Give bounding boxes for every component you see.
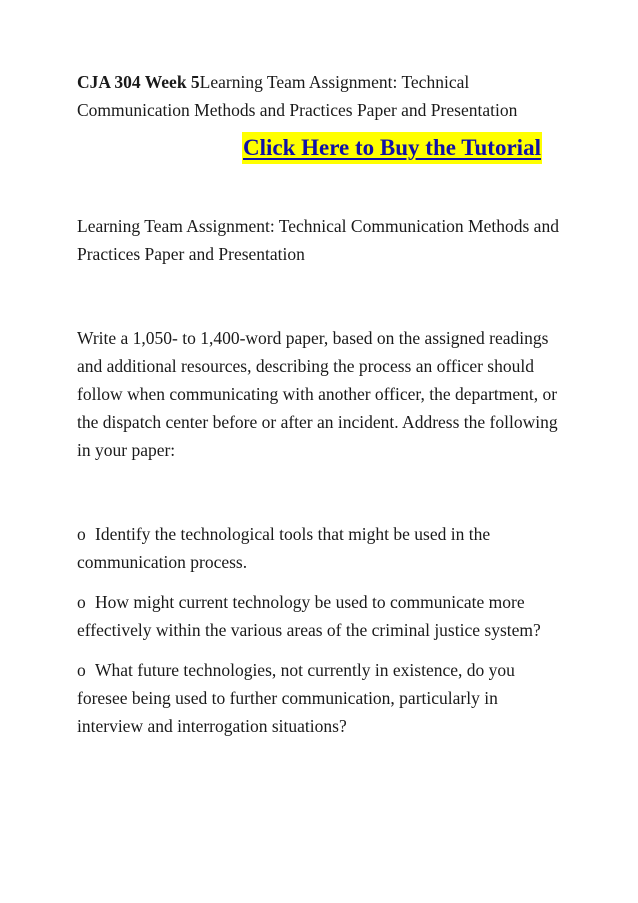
list-item-text: How might current technology be used to communicate more effectively within the various areas of the criminal justice system?: [77, 592, 541, 640]
title-assignment-name: Learning Team Assignment: Technical Communication Methods and Practices Paper and Presentation: [77, 72, 518, 120]
instructions-paragraph: Write a 1,050- to 1,400-word paper, based on the assigned readings and additional resources, describing the process an officer should follow when communicating with another officer, the department, or the dispatch center before or after an incident. Address the following in your paper:: [77, 328, 558, 460]
list-item-text: What future technologies, not currently in existence, do you foresee being used to further communication, particularly in interview and interrogation situations?: [77, 660, 515, 736]
list-item: [77, 656, 567, 740]
list-item: [77, 588, 567, 644]
bullet-marker: o: [77, 592, 86, 612]
section-heading: Learning Team Assignment: Technical Communication Methods and Practices Paper and Presentation: [77, 216, 559, 264]
bullet-marker: o: [77, 524, 86, 544]
buy-tutorial-link[interactable]: Click Here to Buy the Tutorial: [242, 132, 542, 164]
list-item-text: Identify the technological tools that might be used in the communication process.: [77, 524, 491, 572]
document-title: [77, 68, 567, 124]
buy-link-container: [77, 132, 541, 169]
list-item: [77, 520, 567, 576]
bullet-list: [77, 520, 567, 740]
document-page: [77, 68, 567, 752]
bullet-marker: o: [77, 660, 86, 680]
title-course-code: CJA 304 Week 5: [77, 72, 200, 92]
